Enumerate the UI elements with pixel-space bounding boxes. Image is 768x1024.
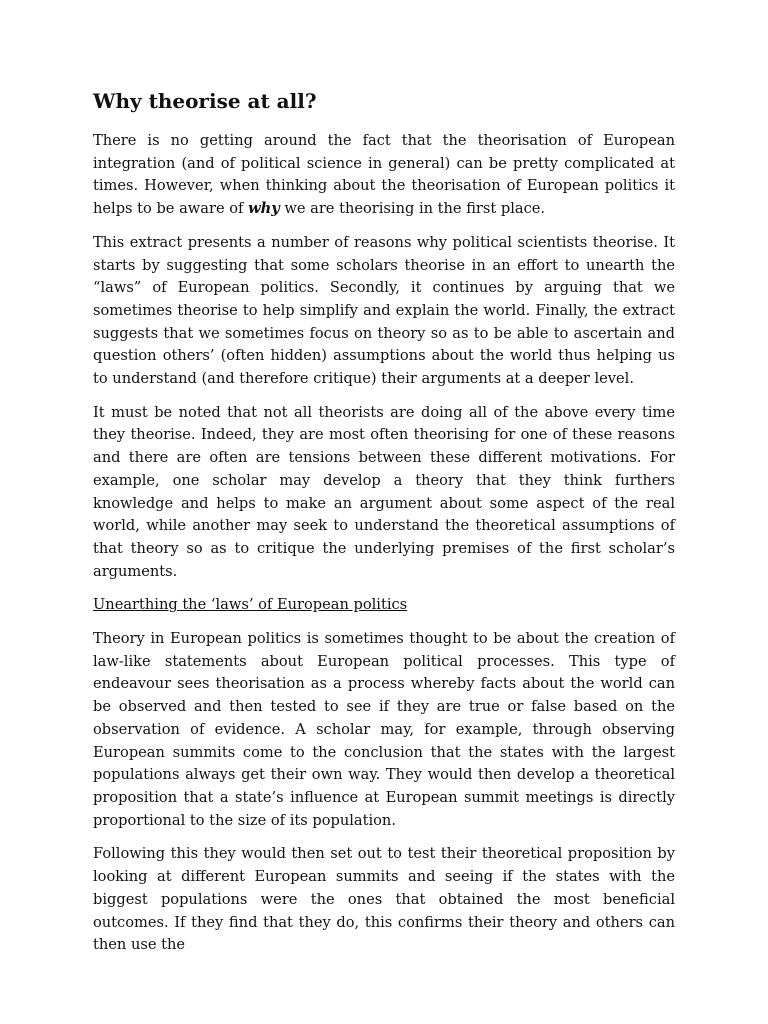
emphasis-why: why <box>248 200 280 218</box>
paragraph-intro-text-start: There is no getting around the fact that the theorisation of European integration (and of political science in general) can be pretty complicated at times. However, when thinking about the theorisation of European politics it helps to be aware of <box>93 132 675 218</box>
paragraph-intro <box>93 130 675 221</box>
section-subheading: Unearthing the ‘laws’ of European politics <box>93 596 408 614</box>
page-title: Why theorise at all? <box>93 89 317 113</box>
paragraph-testing-proposition: Following this they would then set out to test their theoretical proposition by looking at different European summits and seeing if the states with the biggest populations were the ones that obtained the most beneficial outcomes. If they find that they do, this confirms their theory and others can then use the <box>93 845 675 954</box>
paragraph-law-like-statements: Theory in European politics is sometimes thought to be about the creation of law-like statements about European political processes. This type of endeavour sees theorisation as a process whereby facts about the world can be observed and then tested to see if they are true or false based on the observation of evidence. A scholar may, for example, through observing European summits come to the conclusion that the states with the largest populations always get their own way. They would then develop a theoretical proposition that a state’s influence at European summit meetings is directly proportional to the size of its population. <box>93 630 675 829</box>
paragraph-extract-overview: This extract presents a number of reasons why political scientists theorise. It starts by suggesting that some scholars theorise in an effort to unearth the “laws” of European politics. Secondly, it continues by arguing that we sometimes theorise to help simplify and explain the world. Finally, the extract suggests that we sometimes focus on theory so as to be able to ascertain and question others’ (often hidden) assumptions about the world thus helping us to understand (and therefore critique) their arguments at a deeper level. <box>93 233 675 388</box>
paragraph-intro-text-end: we are theorising in the first place. <box>279 200 546 218</box>
document-page <box>93 88 675 968</box>
paragraph-theorist-motivations: It must be noted that not all theorists are doing all of the above every time they theorise. Indeed, they are most often theorising for one of these reasons and there are often are tensions between these different motivations. For example, one scholar may develop a theory that they think furthers knowledge and helps to make an argument about some aspect of the real world, while another may seek to understand the theoretical assumptions of that theory so as to critique the underlying premises of the first scholar’s arguments. <box>93 403 675 580</box>
